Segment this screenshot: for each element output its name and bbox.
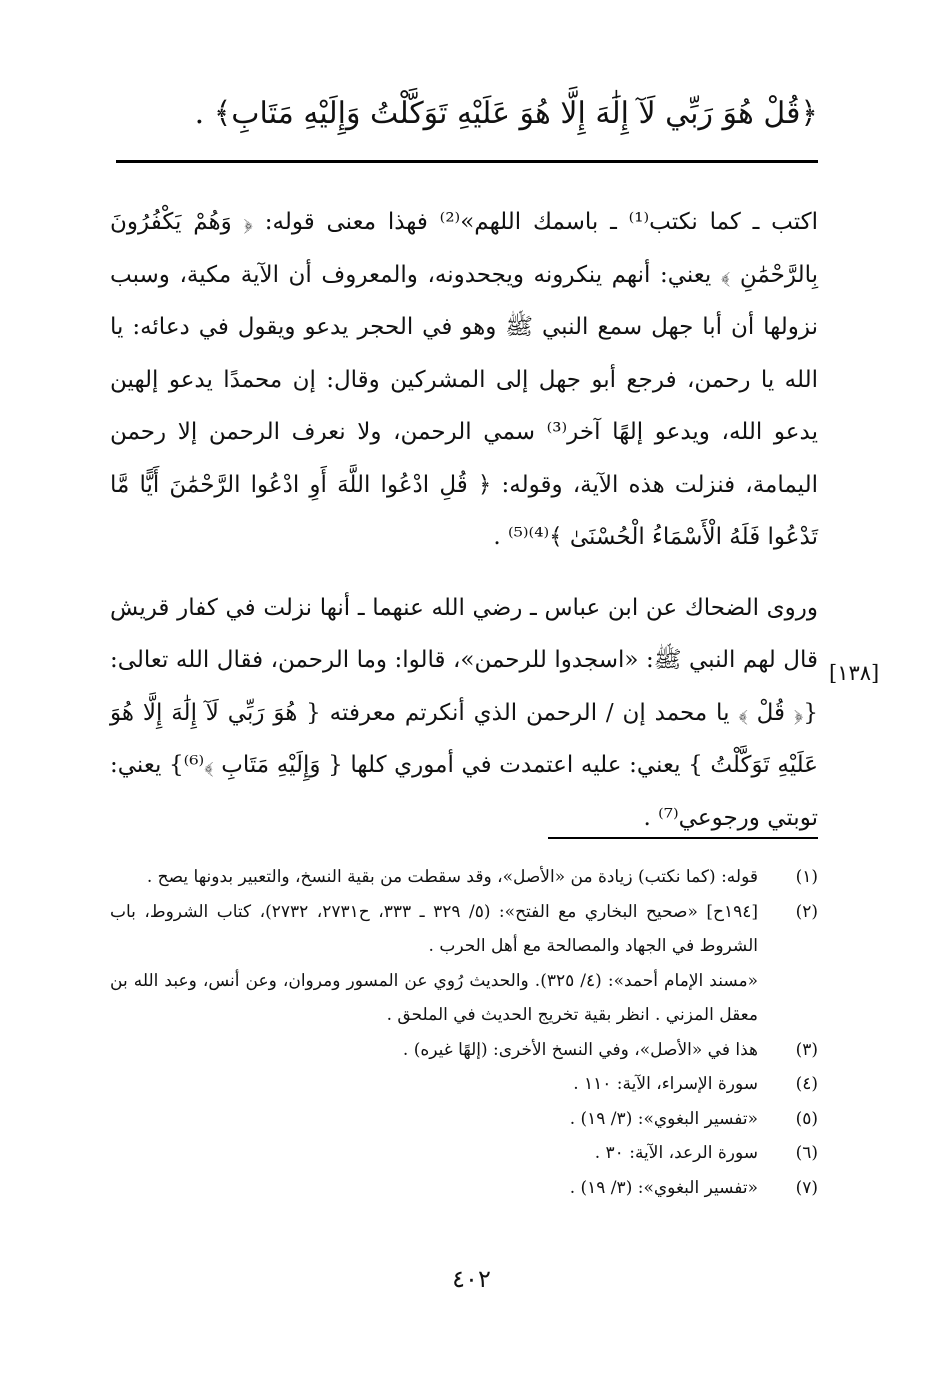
paragraph-2: وروى الضحاك عن ابن عباس ـ رضي الله عنهما ـ أنها نزلت في كفار قريش قال لهم النبي ﷺ: «اسجدوا للرحمن»، قالوا: وما الرحمن، فقال الله تعالى: {﴿ قُلْ ﴾ يا محمد إن / الرحمن الذي أنكرتم معرفته { هُوَ رَبِّي لَآ إِلَٰهَ إِلَّا هُوَ عَلَيْهِ تَوَكَّلْتُ } يعني: عليه اعتمدت في أموري كلها { وَإِلَيْهِ مَتَابِ ﴾⁽⁶⁾} يعني: توبتي ورجوعي⁽⁷⁾ . xyxy=(110,594,818,831)
footnote-item xyxy=(110,1171,818,1206)
footnote-text: [١٩٤ح] «صحيح البخاري مع الفتح»: (٥/ ٣٢٩ ـ ٣٣٣، ح٢٧٣١، ٢٧٣٢)، كتاب الشروط، باب الشروط في الجهاد والمصالحة مع أهل الحرب . xyxy=(110,901,758,956)
footnotes xyxy=(110,860,818,1205)
footnote-number: (٤) xyxy=(795,1074,818,1094)
footnote-number: (٦) xyxy=(795,1143,818,1163)
paragraph-1: اكتب ـ كما نكتب⁽¹⁾ ـ باسمك اللهم»⁽²⁾ فهذا معنى قوله: ﴿ وَهُمْ يَكْفُرُونَ بِالرَّحْمَٰنِ ﴾ يعني: أنهم ينكرونه ويجحدونه، والمعروف أن الآية مكية، وسبب نزولها أن أبا جهل سمع النبي ﷺ وهو في الحجر يدعو ويقول في دعائه: يا الله يا رحمن، فرجع أبو جهل إلى المشركين وقال: إن محمدًا يدعو إلهين يدعو الله، ويدعو إلهًا آخر⁽³⁾ سمي الرحمن، ولا نعرف الرحمن إلا رحمن اليمامة، فنزلت هذه الآية، وقوله: ﴿ قُلِ ادْعُوا اللَّهَ أَوِ ادْعُوا الرَّحْمَٰنَ أَيًّا مَّا تَدْعُوا فَلَهُ الْأَسْمَاءُ الْحُسْنَىٰ ﴾⁽⁴⁾⁽⁵⁾ . xyxy=(110,209,818,550)
footnote-number: (٧) xyxy=(795,1177,818,1198)
footnote-item xyxy=(110,1067,818,1102)
footnote-divider xyxy=(548,837,818,839)
footnote-text: سورة الإسراء، الآية: ١١٠ . xyxy=(573,1074,758,1094)
footnote-text: «تفسير البغوي»: (٣/ ١٩) . xyxy=(569,1177,758,1198)
header-verse: ﴿قُلْ هُوَ رَبِّي لَآ إِلَٰهَ إِلَّا هُوَ عَلَيْهِ تَوَكَّلْتُ وَإِلَيْهِ مَتَابِ﴾ . xyxy=(194,96,818,131)
footnote-item xyxy=(110,1033,818,1068)
footnote-text: قوله: (كما نكتب) زيادة من «الأصل»، وقد سقطت من بقية النسخ، والتعبير بدونها يصح . xyxy=(146,867,758,887)
manuscript-folio-marker: [١٣٨] xyxy=(829,661,880,685)
footnote-item xyxy=(110,1136,818,1171)
footnote-number: (٢) xyxy=(795,901,818,922)
footnote-number: (٥) xyxy=(795,1108,818,1129)
footnote-text: هذا في «الأصل»، وفي النسخ الأخرى: (إلهًا غيره) . xyxy=(402,1039,758,1060)
main-text xyxy=(110,196,818,844)
footnote-continuation xyxy=(110,964,818,1033)
footnote-text: سورة الرعد، الآية: ٣٠ . xyxy=(594,1143,758,1163)
header-divider xyxy=(116,160,818,163)
footnote-number: (٣) xyxy=(795,1039,818,1060)
footnote-text: «مسند الإمام أحمد»: (٤/ ٣٢٥). والحديث رُوي عن المسور ومروان، وعن أنس، وعبد الله بن معقل المزني . انظر بقية تخريج الحديث في الملحق . xyxy=(110,970,759,1025)
footnote-item xyxy=(110,1102,818,1137)
footnote-item xyxy=(110,860,818,895)
page-number: ٤٠٢ xyxy=(452,1265,491,1293)
footnote-item xyxy=(110,895,818,964)
footnote-text: «تفسير البغوي»: (٣/ ١٩) . xyxy=(569,1108,758,1129)
footnote-number: (١) xyxy=(795,867,818,887)
